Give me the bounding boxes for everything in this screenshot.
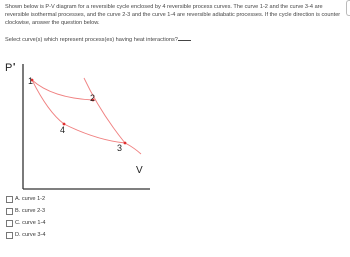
question-text: Shown below is P-V diagram for a reversible cycle enclosed by 4 reversible process curves. The curve 1-2 and the curve 3-4 are reversible isothermal processes, and the curve 2-3 and the curve 1-4 are reversible adiabatic processes. If the cycle direction is counter clockwise, answer the question below. [5, 4, 341, 27]
option-d[interactable] [6, 229, 45, 241]
answer-options [6, 193, 45, 241]
option-b-label: B. curve 2-3 [15, 208, 46, 214]
option-c[interactable] [6, 217, 45, 229]
y-axis-tick: ' [13, 62, 16, 73]
point-label-1: 1 [28, 76, 34, 86]
curve-2-3-adiabatic [84, 78, 125, 143]
checkbox-a[interactable] [6, 196, 13, 203]
checkbox-d[interactable] [6, 232, 13, 239]
scroll-edge-handle[interactable] [346, 0, 350, 16]
option-d-label: D. curve 3-4 [15, 232, 46, 238]
point-label-2: 2 [90, 93, 96, 103]
prompt-text: Select curve(s) which represent process(es) having heat interactions? [5, 37, 178, 43]
point-label-4: 4 [60, 125, 66, 135]
curve-isotherm-extension [125, 143, 141, 154]
point-label-3: 3 [117, 143, 123, 153]
x-axis-label: V [136, 165, 143, 176]
option-a[interactable] [6, 193, 45, 205]
checkbox-b[interactable] [6, 208, 13, 215]
option-c-label: C. curve 1-4 [15, 220, 46, 226]
option-a-label: A. curve 1-2 [15, 196, 46, 202]
checkbox-c[interactable] [6, 220, 13, 227]
y-axis-label: P [5, 62, 13, 74]
curve-1-4-adiabatic [32, 80, 64, 124]
option-b[interactable] [6, 205, 45, 217]
state-point-3 [124, 142, 127, 145]
curve-4-3-isothermal [64, 124, 125, 143]
